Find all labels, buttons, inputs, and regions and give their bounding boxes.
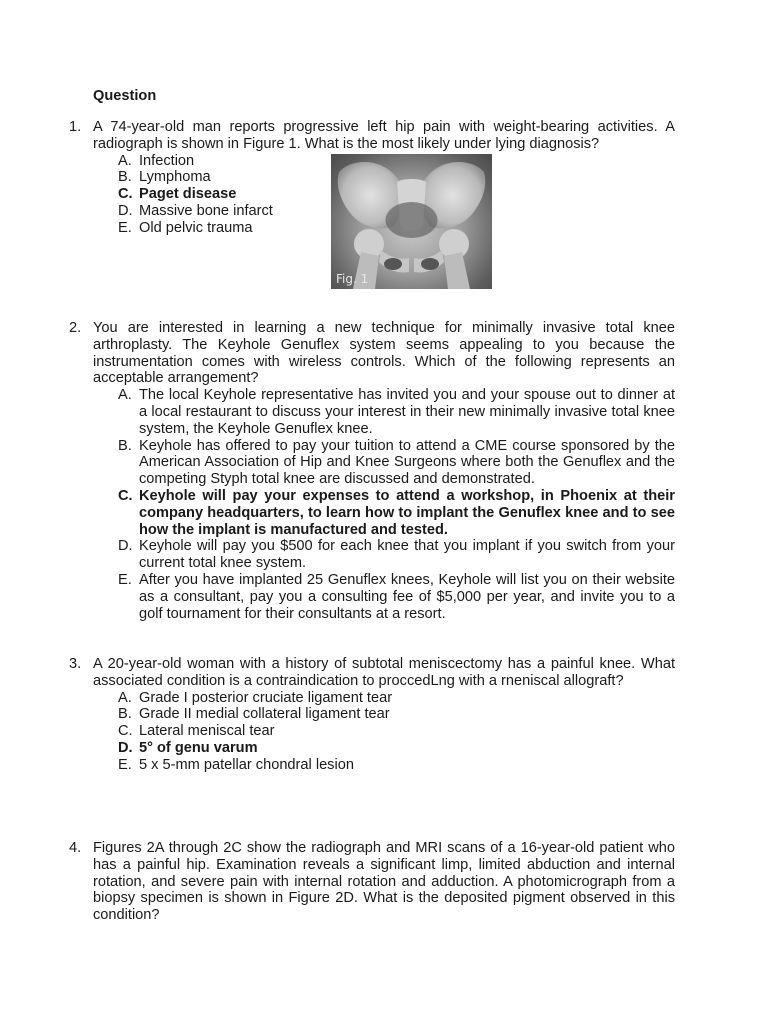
option-d-correct: D. 5° of genu varum: [118, 739, 258, 756]
option-b: B. Keyhole has offered to pay your tuition to attend a CME course sponsored by the American Association of Hip and Knee Surgeons where both the Genuflex and the competing Styph total knee are discussed and demonstrated.: [118, 437, 675, 488]
answer-options: [93, 690, 675, 774]
question-2: [69, 320, 675, 622]
option-e: E. Old pelvic trauma: [118, 219, 253, 236]
question-number: 3.: [69, 656, 82, 672]
pelvis-xray-drawing: [331, 154, 492, 289]
answer-options: [93, 387, 675, 622]
option-c-correct: C. Keyhole will pay your expenses to attend a workshop, in Phoenix at their company headquarters, to learn how to implant the Genuflex knee and to see how the implant is manufactured and tested.: [118, 487, 675, 538]
option-e: E. 5 x 5-mm patellar chondral lesion: [118, 756, 354, 773]
question-stem: Figures 2A through 2C show the radiograph and MRI scans of a 16-year-old patient who has a painful hip. Examination reveals a significant limp, limited abduction and internal rotation, and severe pain with internal rotation and adduction. A photomicrograph from a biopsy specimen is shown in Figure 2D. What is the deposited pigment observed in this condition?: [93, 840, 675, 924]
figure-1-pelvis-radiograph: [331, 154, 492, 289]
option-b: B. Lymphoma: [118, 169, 211, 186]
option-b: B. Grade II medial collateral ligament tear: [118, 706, 390, 723]
question-stem: A 74-year-old man reports progressive left hip pain with weight-bearing activities. A radiograph is shown in Figure 1. What is the most likely under lying diagnosis?: [93, 119, 675, 152]
option-e: E. After you have implanted 25 Genuflex knees, Keyhole will list you on their website as a consultant, pay you a consulting fee of $5,000 per year, and invite you to a golf tournament for their consultants at a resort.: [118, 571, 675, 622]
question-stem: A 20-year-old woman with a history of subtotal meniscectomy has a painful knee. What associated condition is a contraindication to proccedLng with a rneniscal allograft?: [93, 656, 675, 689]
question-3: [69, 656, 675, 774]
option-a: A. The local Keyhole representative has invited you and your spouse out to dinner at a local restaurant to discuss your interest in their new minimally invasive total knee system, the Keyhole Genuflex knee.: [118, 387, 675, 437]
option-a: A. Infection: [118, 152, 195, 169]
option-d: D. Keyhole will pay you $500 for each knee that you implant if you switch from your current total knee system.: [118, 538, 675, 572]
question-number: 1.: [69, 119, 82, 135]
option-c-correct: C. Paget disease: [118, 186, 237, 203]
option-c: C. Lateral meniscal tear: [118, 723, 275, 740]
question-4: [69, 840, 675, 924]
page-heading: Question: [93, 88, 157, 104]
question-number: 4.: [69, 840, 82, 856]
option-a: A. Grade I posterior cruciate ligament tear: [118, 689, 393, 706]
figure-1-label: Fig. 1: [336, 272, 369, 286]
option-d: D. Massive bone infarct: [118, 202, 273, 219]
question-number: 2.: [69, 320, 82, 336]
question-stem: You are interested in learning a new technique for minimally invasive total knee arthroplasty. The Keyhole Genuflex system seems appealing to you because the instrumentation comes with wireless controls. Which of the following represents an acceptable arrangement?: [93, 320, 675, 387]
